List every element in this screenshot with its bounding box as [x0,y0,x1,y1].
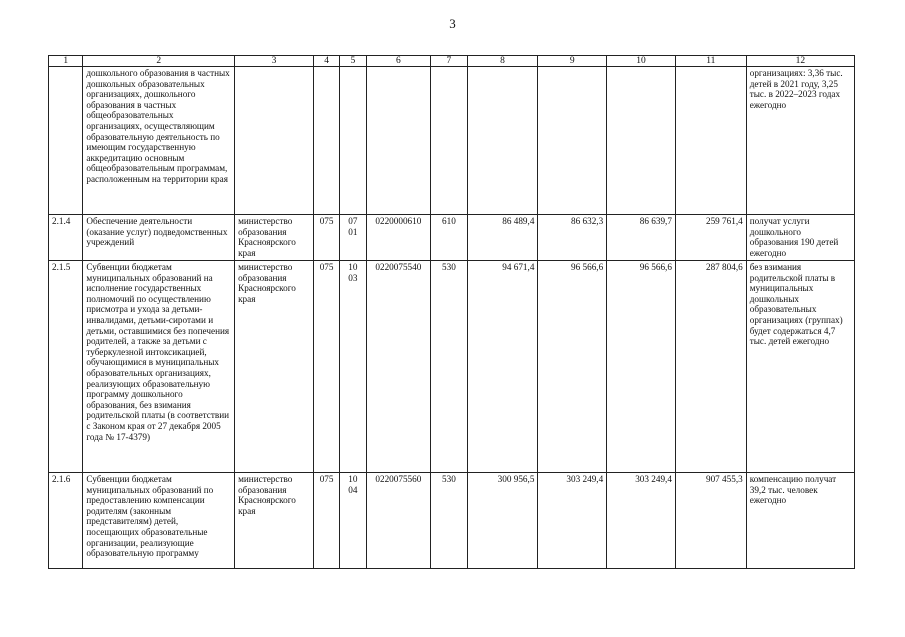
table-row [49,473,855,569]
row-code: 0220000610 [366,215,431,261]
row-code: 10 04 [340,473,366,569]
row-value: 303 249,4 [607,473,676,569]
row-value [538,67,607,215]
table-row [49,215,855,261]
row-value: 300 956,5 [467,473,538,569]
row-value: 259 761,4 [675,215,746,261]
row-number: 2.1.6 [49,473,83,569]
row-value: 96 566,6 [607,261,676,473]
row-result: получат услуги дошкольного образования 190 детей ежегодно [746,215,854,261]
row-value: 96 566,6 [538,261,607,473]
row-code: 530 [431,261,467,473]
row-code: 075 [313,473,339,569]
row-code [366,67,431,215]
col-header: 11 [675,56,746,67]
row-description: дошкольного образования в частных дошкольных образовательных организациях, дошкольного образования в частных общеобразовательных организациях, осуществляющим образовательную деятельность по имеющим государственную аккредитацию основным общеобразовательным программам, расположенным на территории края [83,67,235,215]
col-header: 1 [49,56,83,67]
row-result: компенсацию получат 39,2 тыс. человек ежегодно [746,473,854,569]
col-header: 2 [83,56,235,67]
row-value [467,67,538,215]
row-code: 0220075560 [366,473,431,569]
row-code [431,67,467,215]
col-header: 6 [366,56,431,67]
row-code [313,67,339,215]
table-row [49,261,855,473]
row-number: 2.1.4 [49,215,83,261]
row-code: 10 03 [340,261,366,473]
row-value: 94 671,4 [467,261,538,473]
row-value: 86 639,7 [607,215,676,261]
page-number: 3 [449,16,456,31]
col-header: 12 [746,56,854,67]
row-value: 86 632,3 [538,215,607,261]
col-header: 4 [313,56,339,67]
row-value: 907 455,3 [675,473,746,569]
row-description: Субвенции бюджетам муниципальных образований на исполнение государственных полномочий по осуществлению присмотра и ухода за детьми-инвалидами, детьми-сиротами и детьми, оставшимися без попечения родителей, а также за детьми с туберкулезной интоксикацией, обучающимися в муниципальных образовательных организациях, реализующих образовательную программу дошкольного образования, без взимания родительской платы (в соответствии с Законом края от 27 декабря 2005 года № 17-4379) [83,261,235,473]
budget-table [48,55,855,569]
row-code: 07 01 [340,215,366,261]
row-code: 610 [431,215,467,261]
row-number [49,67,83,215]
table-row [49,67,855,215]
row-ministry: министерство образования Красноярского края [235,215,314,261]
row-code: 075 [313,261,339,473]
row-code: 530 [431,473,467,569]
row-value: 86 489,4 [467,215,538,261]
row-code: 075 [313,215,339,261]
col-header: 5 [340,56,366,67]
header-row [49,56,855,67]
row-code: 0220075540 [366,261,431,473]
row-value [607,67,676,215]
col-header: 10 [607,56,676,67]
row-code [340,67,366,215]
row-ministry: министерство образования Красноярского края [235,473,314,569]
row-value: 287 804,6 [675,261,746,473]
row-description: Обеспечение деятельности (оказание услуг) подведомственных учреждений [83,215,235,261]
col-header: 3 [235,56,314,67]
row-ministry: министерство образования Красноярского края [235,261,314,473]
row-result: без взимания родительской платы в муниципальных дошкольных образовательных организациях (группах) будет содержаться 4,7 тыс. детей ежегодно [746,261,854,473]
row-value [675,67,746,215]
row-value: 303 249,4 [538,473,607,569]
row-description: Субвенции бюджетам муниципальных образований по предоставлению компенсации родителям (законным представителям) детей, посещающих образовательные организации, реализующие образовательную программу [83,473,235,569]
col-header: 8 [467,56,538,67]
row-number: 2.1.5 [49,261,83,473]
row-result: организациях: 3,36 тыс. детей в 2021 году, 3,25 тыс. в 2022–2023 годах ежегодно [746,67,854,215]
col-header: 9 [538,56,607,67]
col-header: 7 [431,56,467,67]
row-ministry [235,67,314,215]
